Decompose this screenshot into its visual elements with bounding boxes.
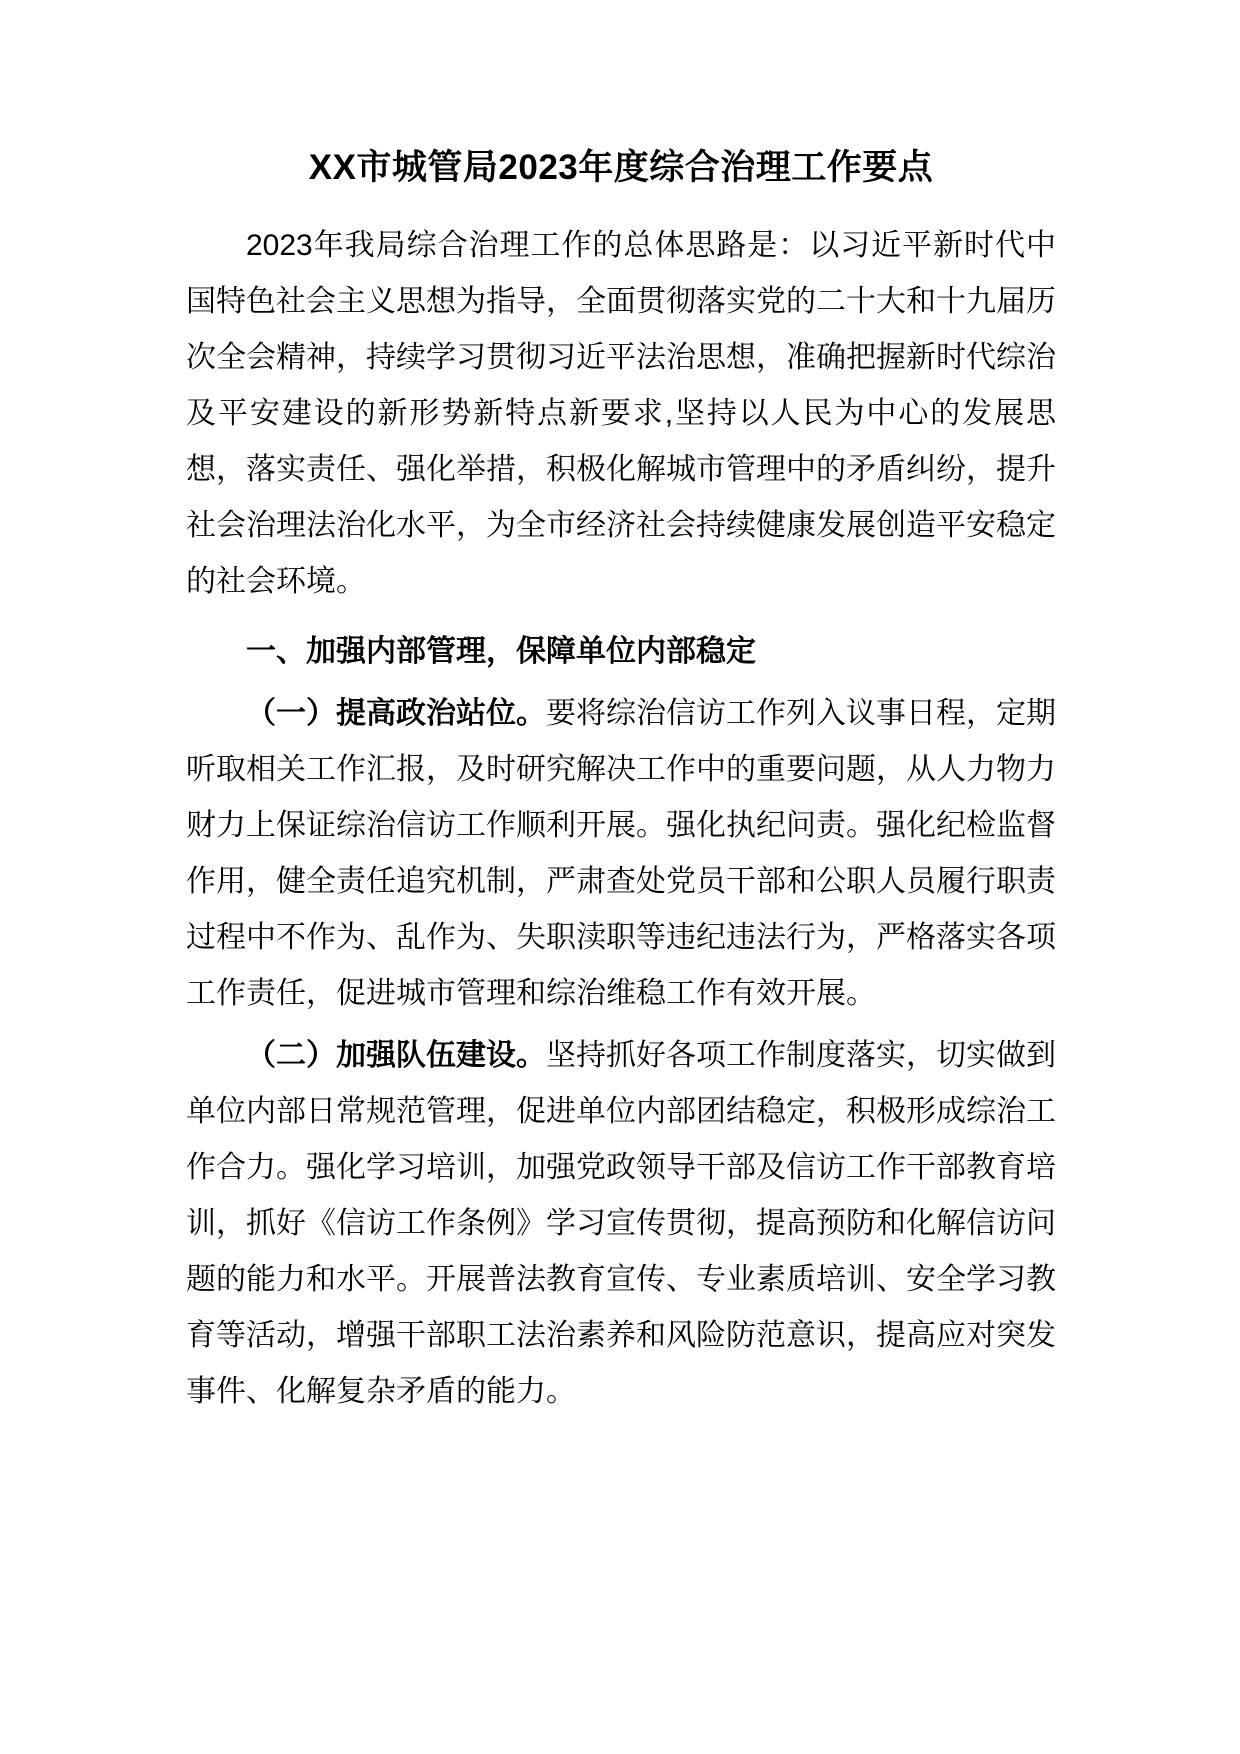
subsection-body-2: 坚持抓好各项工作制度落实，切实做到单位内部日常规范管理，促进单位内部团结稳定，积极形成综治工作合力。强化学习培训，加强党政领导干部及信访工作干部教育培训，抓好《信访工作条例》学习宣传贯彻，提高预防和化解信访问题的能力和水平。开展普法教育宣传、专业素质培训、安全学习教育等活动，增强干部职工法治素养和风险防范意识，提高应对突发事件、化解复杂矛盾的能力。 <box>186 1038 1056 1408</box>
subsection-body-1: 要将综治信访工作列入议事日程，定期听取相关工作汇报，及时研究解决工作中的重要问题，从人力物力财力上保证综治信访工作顺利开展。强化执纪问责。强化纪检监督作用，健全责任追究机制，严肃查处党员干部和公职人员履行职责过程中不作为、乱作为、失职渎职等违纪违法行为，严格落实各项工作责任，促进城市管理和综治维稳工作有效开展。 <box>186 696 1056 1010</box>
intro-paragraph: 2023年我局综合治理工作的总体思路是：以习近平新时代中国特色社会主义思想为指导，全面贯彻落实党的二十大和十九届历次全会精神，持续学习贯彻习近平法治思想，准确把握新时代综治及平安建设的新形势新特点新要求,坚持以人民为中心的发展思想，落实责任、强化举措，积极化解城市管理中的矛盾纠纷，提升社会治理法治化水平，为全市经济社会持续健康发展创造平安稳定的社会环境。 <box>186 228 1056 598</box>
subsection-paragraph-2 <box>186 1028 1056 1420</box>
page-title: XX市城管局2023年度综合治理工作要点 <box>308 148 934 187</box>
subsection-lead-2: （二）加强队伍建设。 <box>246 1038 546 1072</box>
section-heading-1: 一、加强内部管理，保障单位内部稳定 <box>246 634 756 668</box>
spacer <box>186 610 1056 624</box>
document-body <box>186 0 1056 1420</box>
subsection-lead-1: （一）提高政治站位。 <box>246 696 546 730</box>
subsection-paragraph-1 <box>186 686 1056 1022</box>
